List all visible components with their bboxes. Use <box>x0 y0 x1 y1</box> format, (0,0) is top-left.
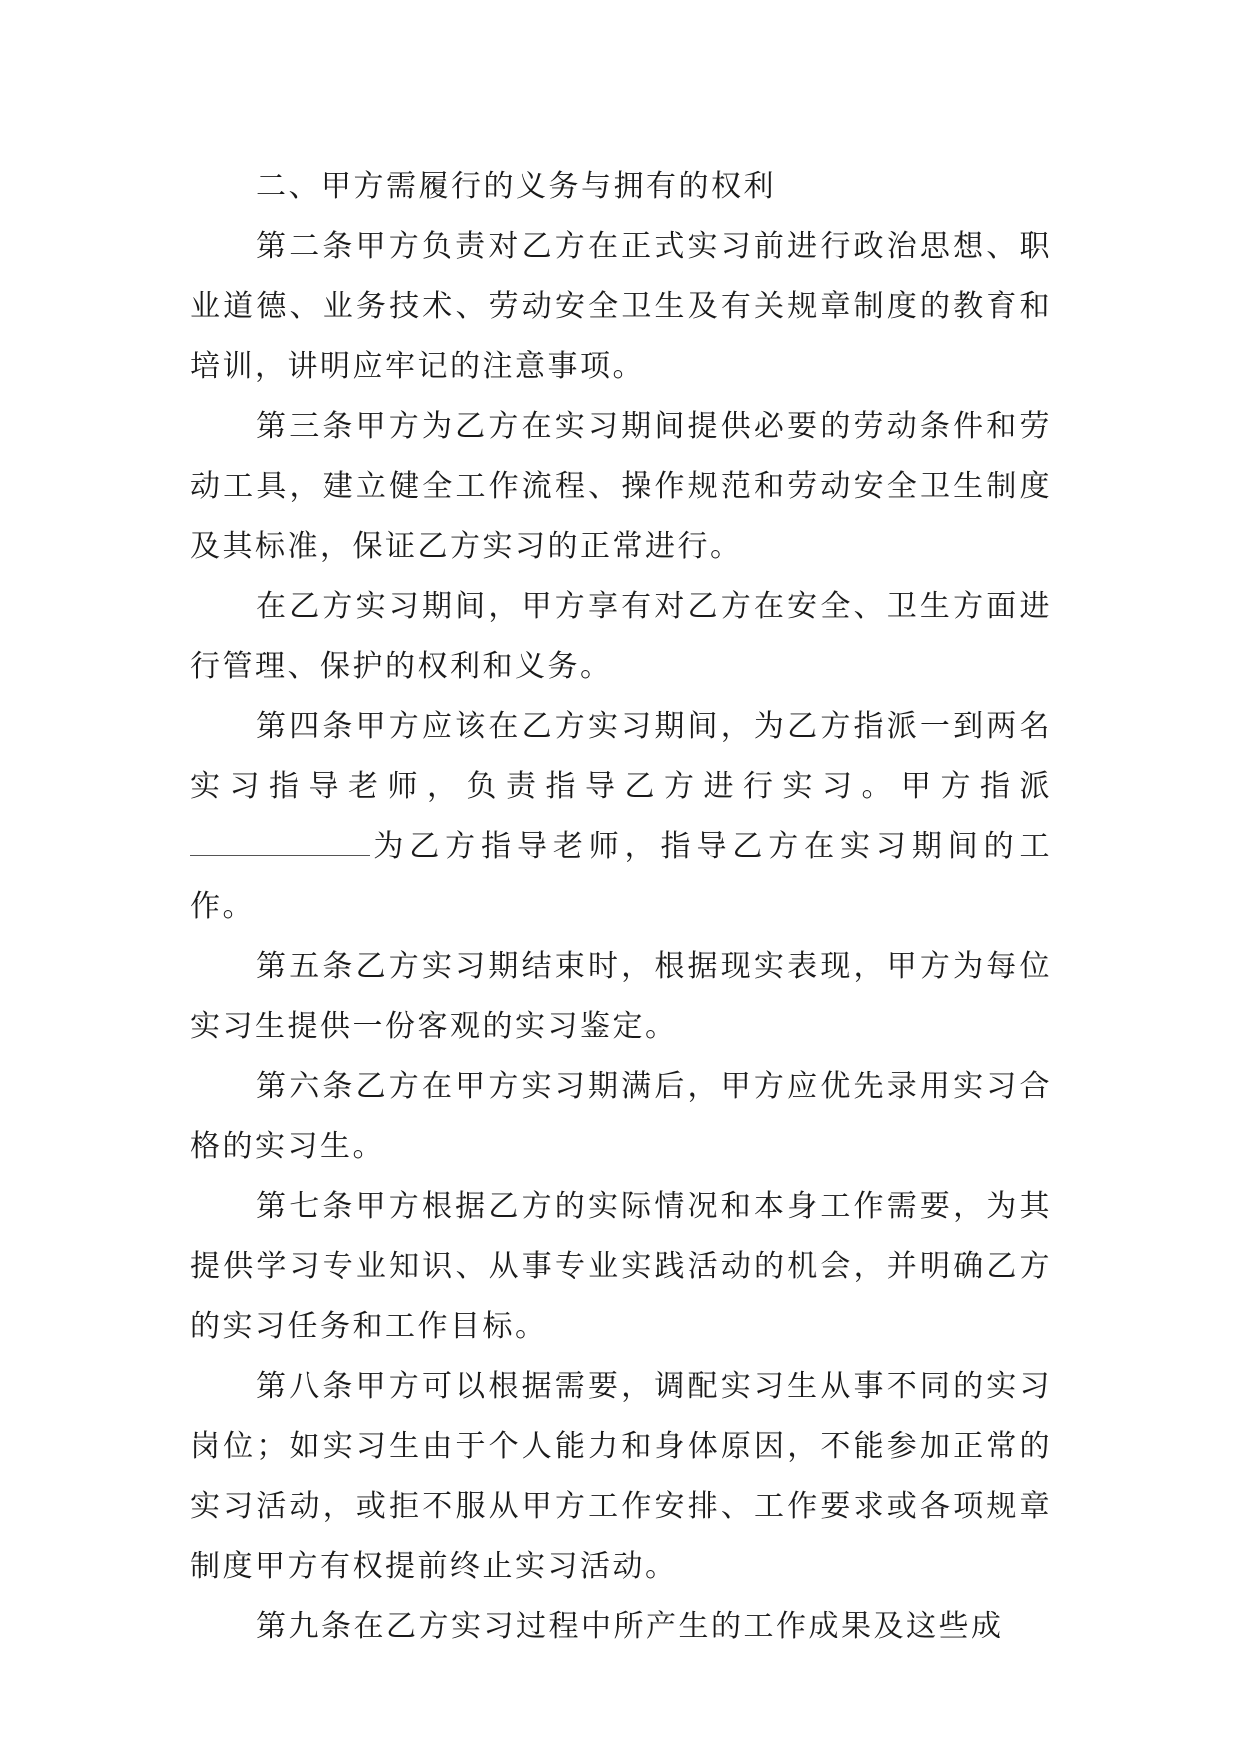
article-4 <box>190 697 1052 937</box>
article-3-supplement: 在乙方实习期间，甲方享有对乙方在安全、卫生方面进行管理、保护的权利和义务。 <box>190 589 1052 684</box>
article-4-text-2: 为乙方指导老师，指导乙方在实习期间的工作。 <box>190 829 1052 924</box>
document-body <box>190 157 1052 1657</box>
section-heading: 二、甲方需履行的义务与拥有的权利 <box>256 169 776 204</box>
article-2: 第二条甲方负责对乙方在正式实习前进行政治思想、职业道德、业务技术、劳动安全卫生及有关规章制度的教育和培训，讲明应牢记的注意事项。 <box>190 229 1052 384</box>
article-5: 第五条乙方实习期结束时，根据现实表现，甲方为每位实习生提供一份客观的实习鉴定。 <box>190 949 1052 1044</box>
article-4-text-1: 第四条甲方应该在乙方实习期间，为乙方指派一到两名实习指导老师，负责指导乙方进行实习。甲方指派 <box>190 709 1052 804</box>
article-6: 第六条乙方在甲方实习期满后，甲方应优先录用实习合格的实习生。 <box>190 1069 1052 1164</box>
article-3: 第三条甲方为乙方在实习期间提供必要的劳动条件和劳动工具，建立健全工作流程、操作规范和劳动安全卫生制度及其标准，保证乙方实习的正常进行。 <box>190 409 1052 564</box>
article-7: 第七条甲方根据乙方的实际情况和本身工作需要，为其提供学习专业知识、从事专业实践活动的机会，并明确乙方的实习任务和工作目标。 <box>190 1189 1052 1344</box>
article-8: 第八条甲方可以根据需要，调配实习生从事不同的实习岗位；如实习生由于个人能力和身体原因，不能参加正常的实习活动，或拒不服从甲方工作安排、工作要求或各项规章制度甲方有权提前终止实习活动。 <box>190 1369 1052 1584</box>
instructor-name-blank <box>190 825 370 856</box>
article-9: 第九条在乙方实习过程中所产生的工作成果及这些成 <box>256 1609 1004 1644</box>
